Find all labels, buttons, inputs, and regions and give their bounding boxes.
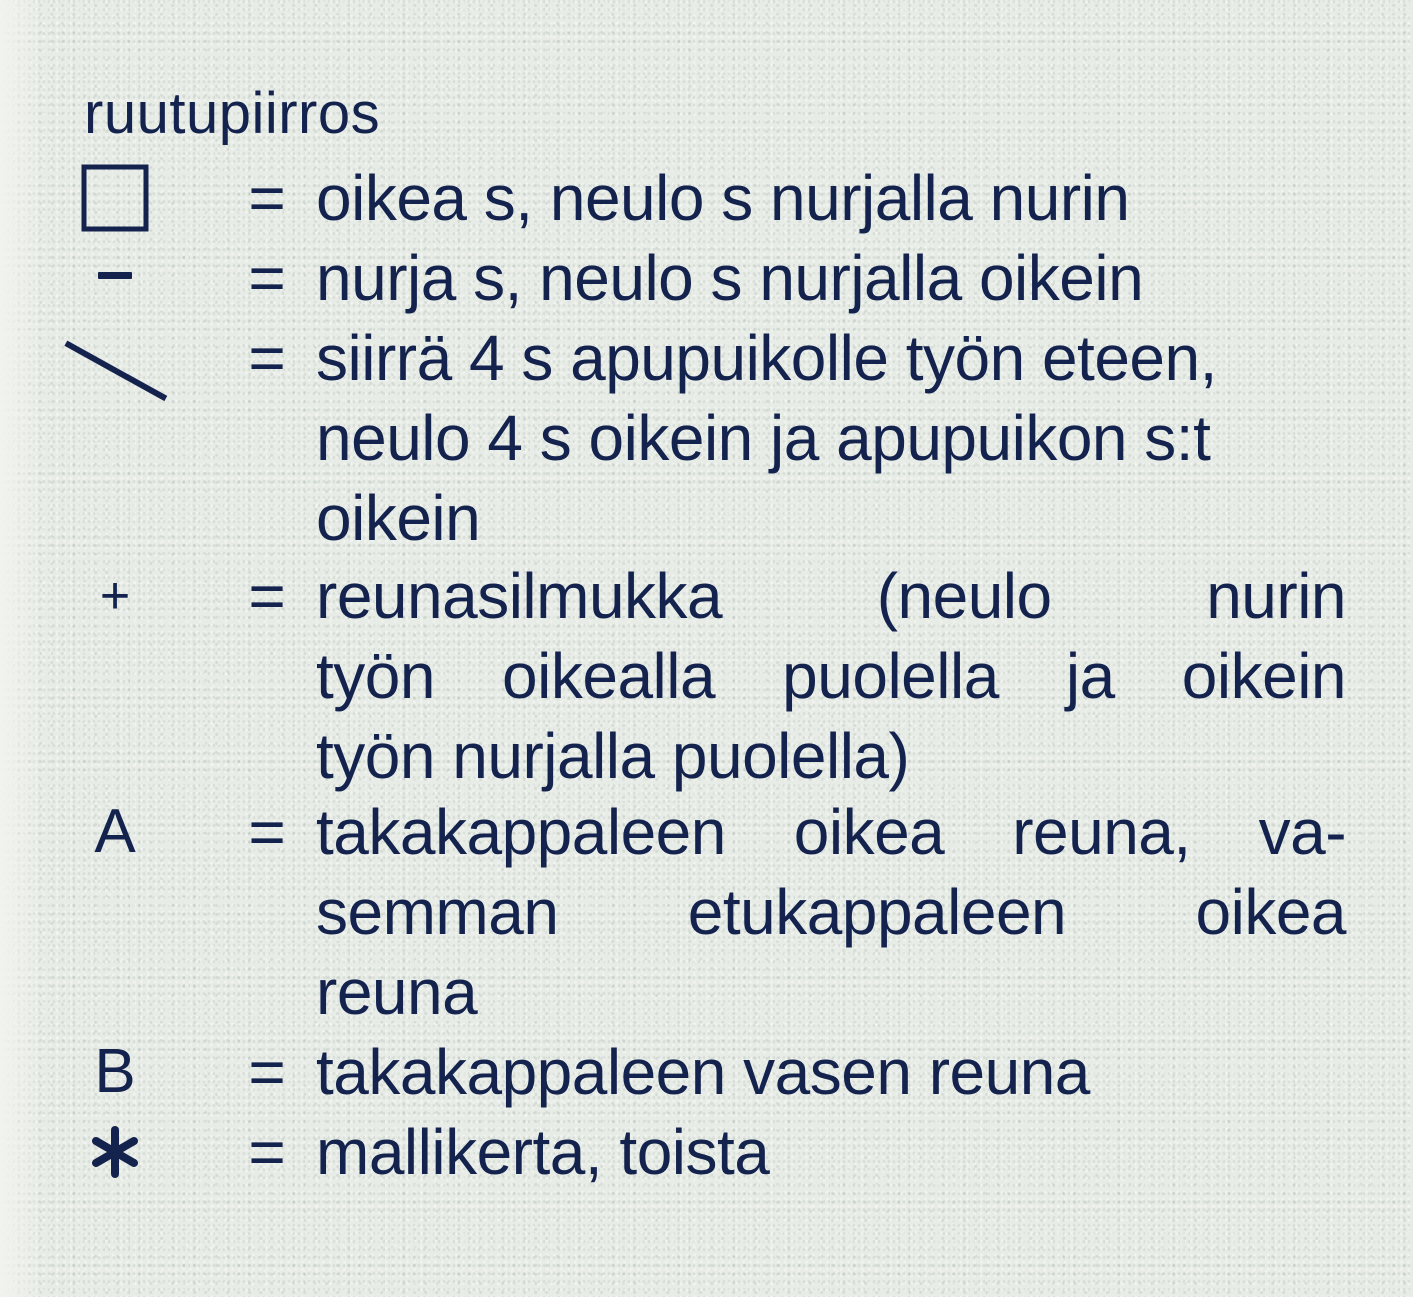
diagonal-line-icon	[60, 330, 170, 410]
legend-heading: ruutupiirros	[84, 81, 381, 146]
plus-icon	[60, 556, 170, 636]
description-line: neulo 4 s oikein ja apupuikon s:t	[316, 402, 1211, 474]
description-line: työn nurjalla puolella)	[316, 720, 910, 792]
description-line: oikea s, neulo s nurjalla nurin	[316, 162, 1130, 234]
equals-sign: =	[248, 162, 286, 234]
legend-description	[316, 158, 1346, 238]
letter-a-symbol: A	[94, 797, 136, 866]
description-line: takakappaleen vasen reuna	[316, 1036, 1090, 1108]
description-line: oikein	[316, 482, 481, 554]
legend-description	[316, 792, 1346, 1032]
description-line: reuna	[316, 956, 478, 1028]
legend-description	[316, 238, 1346, 318]
legend-description	[316, 318, 1346, 558]
description-line: mallikerta, toista	[316, 1116, 770, 1188]
letter-b-symbol: B	[94, 1037, 136, 1106]
equals-sign: =	[248, 242, 286, 314]
description-line: nurja s, neulo s nurjalla oikein	[316, 242, 1144, 314]
legend-description	[316, 1032, 1346, 1112]
description-line: semman etukappaleen oikea	[316, 876, 1346, 948]
equals-sign: =	[248, 322, 286, 394]
description-line: takakappaleen oikea reuna, va-	[316, 796, 1346, 868]
empty-square-icon	[60, 158, 170, 238]
equals-sign: =	[248, 560, 286, 632]
equals-sign: =	[248, 1116, 286, 1188]
plus-symbol: +	[99, 567, 131, 625]
description-line: työn oikealla puolella ja oikein	[316, 640, 1346, 712]
description-line: siirrä 4 s apupuikolle työn eteen,	[316, 322, 1217, 394]
equals-sign: =	[248, 796, 286, 868]
legend-description	[316, 1112, 1346, 1192]
description-line: reunasilmukka (neulo nurin	[316, 560, 1346, 632]
dash-icon	[60, 238, 170, 318]
equals-sign: =	[248, 1036, 286, 1108]
legend-description	[316, 556, 1346, 796]
asterisk-icon	[60, 1112, 170, 1192]
